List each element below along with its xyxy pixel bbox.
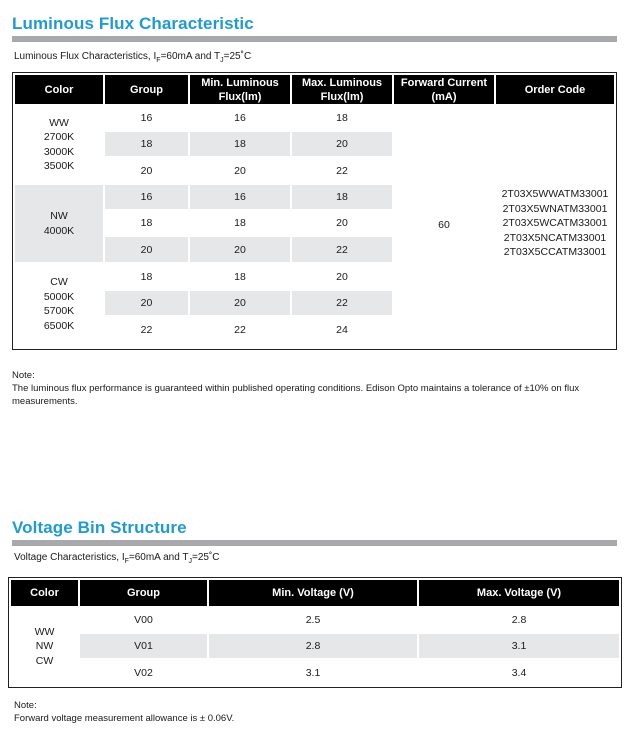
flux-header-color: Color: [15, 75, 103, 104]
voltage-title-rule: [12, 540, 617, 546]
flux-note-label: Note:: [12, 370, 35, 381]
voltage-header-color: Color: [11, 580, 78, 606]
voltage-colors: WW NW CW: [34, 625, 55, 667]
flux-caption: Luminous Flux Characteristics, $I_F=60mA$ and $T_J=25˚C$: [14, 51, 252, 64]
order-code: 2T03X5WCATM33001: [502, 217, 608, 230]
flux-header-order-code: Order Code: [496, 75, 614, 104]
flux-header-forward-current: Forward Current (mA): [394, 75, 494, 104]
flux-note-text: The luminous flux performance is guaranteed within published operating conditions. Edison Opto maintains a tolerance of ±10% on flux measurements.: [12, 383, 580, 407]
flux-header-min: Min. Luminous Flux(lm): [190, 75, 290, 104]
flux-color-nw: NW 4000K: [15, 185, 103, 262]
flux-order-codes: [496, 185, 614, 262]
voltage-note-label: Note:: [14, 700, 37, 711]
order-code: 2T03X5NCATM33001: [503, 231, 607, 244]
flux-title-rule: [12, 36, 617, 42]
flux-header-max: Max. Luminous Flux(lm): [292, 75, 392, 104]
voltage-header-min: Min. Voltage (V): [209, 580, 417, 606]
flux-color-cw: CW 5000K 5700K 6500K: [43, 276, 75, 332]
flux-header-group: Group: [105, 75, 188, 104]
order-code: 2T03X5WWATM33001: [501, 188, 609, 201]
flux-color-ww: WW 2700K 3000K 3500K: [43, 116, 75, 172]
voltage-header-group: Group: [80, 580, 207, 606]
flux-section-title: Luminous Flux Characteristic: [12, 14, 254, 33]
order-code: 2T03X5CCATM33001: [503, 246, 607, 259]
order-code: 2T03X5WNATM33001: [502, 202, 608, 215]
flux-note: [12, 369, 622, 408]
voltage-caption: Voltage Characteristics, $I_F=60mA$ and $T_J=25˚C$: [14, 552, 220, 565]
flux-forward-current-value: 60: [438, 218, 450, 231]
voltage-header-max: Max. Voltage (V): [419, 580, 619, 606]
voltage-note: [14, 699, 614, 725]
voltage-section-title: Voltage Bin Structure: [12, 518, 187, 537]
voltage-note-text: Forward voltage measurement allowance is ± 0.06V.: [14, 713, 235, 724]
